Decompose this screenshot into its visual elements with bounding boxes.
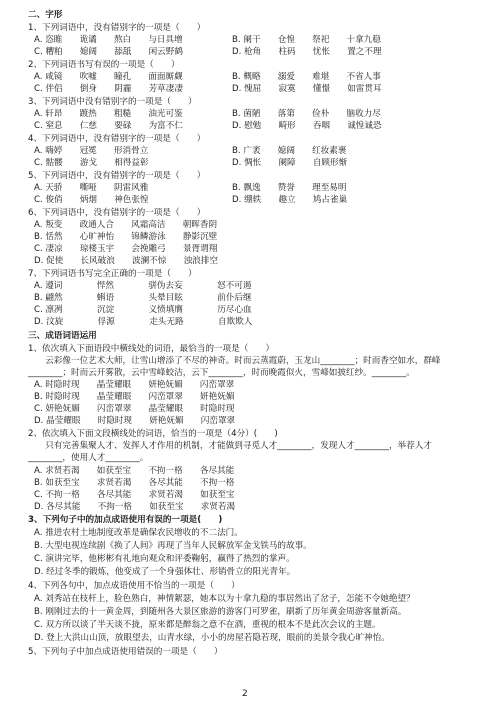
option-row: B. 刚刚过去的十一黄金周，到随州各大景区旅游的游客门可罗雀，刷新了历年黄金周游客量新高。: [34, 607, 407, 617]
option-row: C. 糟粕 媳阔 舔舐 闲云野鹤: [34, 47, 183, 57]
option-row: D. 枪角 柱码 忧怅 置之不理: [232, 47, 382, 57]
option-row: B. 翩然 蝌语 头晕目眩 前仆后继: [34, 293, 252, 303]
option-row: C. 妍艳妩媚 闪峦罩翠 晶莹耀眼 时隐时现: [34, 404, 235, 414]
option-row: D. 绷轶 趣立 鸠占雀巢: [232, 195, 348, 205]
page-number: 2: [242, 689, 248, 699]
option-row: D. 经过冬季的锻炼，他变成了一个身强体壮、形销骨立的阳光青年。: [34, 567, 296, 577]
option-row: D. 促使 长风破浪 波澜不惊 浊浪排空: [34, 256, 218, 266]
option-row: C. 双方所以谈了半天谈不拢，原来都是醉翁之意不在酒，重视的根本不是此次会议的主题。: [34, 620, 381, 630]
question-stem: 5、下列句子中加点成语使用错误的一项是（ ）: [28, 647, 223, 657]
passage-line: 云彩像一位艺术大师，让雪山增添了不尽的神奇。时而云蒸霞蔚，玉龙山________；时而香空如水，群峰: [28, 356, 441, 366]
option-row: A. 叛变 政通人合 风霜高洁 朝晖香阴: [34, 220, 218, 230]
question-stem: 3、下列词语中没有错别字的一项是（ ）: [28, 97, 197, 107]
question-stem: 4、下列词语中，没有错别字的一项是（ ）: [28, 134, 206, 144]
option-row: C. 凄凉 琼楼玉宇 会挽雕弓 景胥谓翔: [34, 244, 218, 254]
option-row: B. 时隐时现 晶莹耀眼 闪峦罩翠 妍艳妩媚: [34, 392, 235, 402]
option-row: A. 恣睢 诡谲 熬白 与日具增: [34, 35, 183, 45]
question-stem: 1、依次填入下面语段中横线处的词语，最恰当的一项是（ ）: [28, 344, 275, 354]
option-row: C. 窒息 仁慈 要碌 为富不仁: [34, 121, 183, 131]
option-row: D. 慰勉 畸形 吞咽 诚惶诚恐: [232, 121, 382, 131]
option-row: C. 俊俏 炳烟 神色张惶: [34, 195, 149, 205]
question-stem: 1、下列词语中，没有错别字的一项是（ ）: [28, 23, 206, 33]
passage-line: 只有完善集聚人才、发挥人才作用的机制，才能做到寻觅人才________，发现人才________，举荐人才: [28, 441, 432, 451]
question-stem: 6、下列词语中，没有错别字的一项是（ ）: [28, 208, 206, 218]
section-title: 三、成语词语运用: [28, 331, 97, 341]
option-row: A. 天骄 嘶哑 阴雷风雅: [34, 183, 149, 193]
option-row: D. 惆怅 阑障 自顾形惭: [232, 158, 348, 168]
option-row: D. 各尽其能 不拘一格 如获至宝 求贤若渴: [34, 502, 236, 512]
option-row: B. 飘逸 赞誉 理至易明: [232, 183, 347, 193]
option-row: C. 骷髅 游戈 相得益彰: [34, 158, 149, 168]
option-row: D. 晶莹耀眼 时隐时现 妍艳妩媚 闪峦罩翠: [34, 416, 236, 426]
option-row: D. 汶旋 俘源 走头无路 自欺欺人: [34, 317, 253, 327]
option-row: C. 凛冽 沉淀 义愤填膺 历尽心血: [34, 305, 252, 315]
option-row: B. 如获至宝 求贤若渴 各尽其能 不拘一格: [34, 478, 235, 488]
option-row: B. 恬然 心旷神怡 锦鳞游泳 静影沉壁: [34, 232, 218, 242]
option-row: A. 咸镜 吹嘘 瞳孔 面面厮觑: [34, 72, 183, 82]
option-row: A. 遵词 悍然 骈伪去妄 怒不可遏: [34, 281, 252, 291]
question-stem: 2、依次填入下面文段横线处的词语，恰当的一项是（4分）( ): [28, 429, 278, 439]
question-stem: 2、下列词语书写有误的一项是（ ）: [28, 60, 180, 70]
question-stem: 7、下列词语书写完全正确的一项是（ ）: [28, 269, 197, 279]
option-row: A. 刘秀站在枝杆上，脸色熟白，神情絮瑟，她本以为十拿九稳的事居然出了岔子，怎能不令她绝望？: [34, 594, 415, 604]
option-row: A. 求贤若渴 如获至宝 不拘一格 各尽其能: [34, 466, 235, 476]
option-row: A. 推进农村土地制度改革是确保农民增收的不二法门。: [34, 528, 243, 538]
question-stem: 3、下列句子中的加点成语使用有误的一项是( ): [28, 515, 223, 525]
question-stem: 4、下列各句中，加点成语使用不恰当的一项是（ ）: [28, 581, 240, 591]
passage-line: ________，使用人才________。: [28, 453, 149, 463]
option-row: A. 轩昂 踱热 粗糙 油光可鉴: [34, 109, 183, 119]
option-row: C. 演讲完毕，他彬彬有礼地向观众和评委鞠躬，赢得了热烈的掌声。: [34, 554, 295, 564]
option-row: B. 菌陋 落第 俭朴 脑收力尽: [232, 109, 381, 119]
section-title: 二、字形: [28, 10, 63, 20]
passage-line: ________；时而云开雾散，云中雪峰蛟洁，云下________，时而晚霞似火，雪峰如披红纱。________。: [28, 368, 415, 378]
option-row: D. 登上大洪山山顶，放眼望去，山青水绿，小小的房屋若隐若现，眼前的美景令我心旷神怡。: [34, 633, 390, 643]
option-row: B. 阑干 仓惶 祭祀 十拿九稳: [232, 35, 381, 45]
option-row: D. 愧屈 寂寞 懂憬 如雷贯耳: [232, 84, 382, 94]
option-row: B. 广袤 媳阔 红妆素裹: [232, 146, 347, 156]
question-stem: 5、下列词语中，没有错别字的一项是（ ）: [28, 171, 206, 181]
option-row: B. 大型电视连续剧《换了人间》再现了当年人民解放军金戈铁马的故事。: [34, 541, 312, 551]
option-row: C. 伴侣 倒身 阴霾 芳草凄凄: [34, 84, 183, 94]
option-row: B. 概略 溺爱 难堪 不省人事: [232, 72, 381, 82]
option-row: A. 嗨婷 冠冕 形消骨立: [34, 146, 149, 156]
option-row: A. 时隐时现 晶莹耀眼 妍艳妩媚 闪峦罩翠: [34, 380, 235, 390]
option-row: C. 不拘一格 各尽其能 求贤若渴 如获至宝: [34, 490, 235, 500]
